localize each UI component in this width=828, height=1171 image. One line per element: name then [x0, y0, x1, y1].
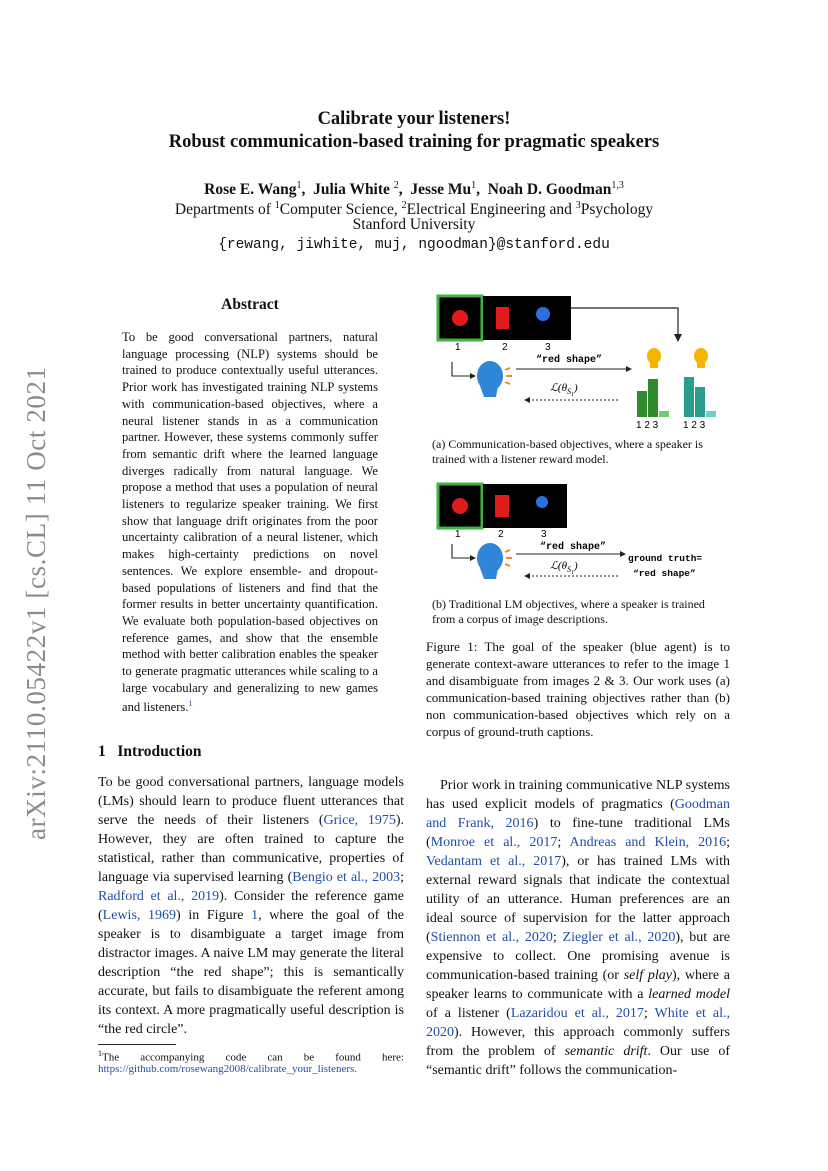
section-number: 1 [98, 743, 106, 760]
citation-link[interactable]: Bengio et al., 2003 [292, 870, 401, 885]
citation-link[interactable]: Lewis, 1969 [102, 908, 177, 923]
blue-circle-shape [536, 496, 548, 508]
arrow-head [524, 397, 530, 403]
citation-link[interactable]: White et al., 2020 [426, 1006, 730, 1040]
author-sup: 1 [296, 180, 302, 191]
citation-link[interactable]: 1 [251, 908, 259, 923]
ground-truth-label: ground truth= [628, 553, 703, 564]
body-text: ; [552, 930, 563, 945]
body-text: To be good conversational partners, language models (LMs) should learn to produce fluent utterances that serve the needs of their listeners ( [98, 775, 404, 828]
citation-link[interactable]: Ziegler et al., 2020 [562, 930, 676, 945]
footnote-mark: 1 [98, 1049, 102, 1058]
listener-distribution-bars [637, 377, 716, 417]
emphasis-text: semantic drift [564, 1044, 648, 1059]
abstract-heading: Abstract [221, 296, 279, 313]
body-text: ). However, they are often trained to capture the statistical, rather than communicative, properties of language via supervised learning ( [98, 813, 405, 885]
image-number: 2 [498, 529, 504, 540]
university: Stanford University [352, 216, 476, 233]
arrow-head [620, 551, 626, 557]
abstract-text: To be good conversational partners, natural language processing (NLP) systems should be trained to produce contextually useful utterances. Prior work has investigated training NLP systems with communication-based objectives, where a neural listener stands in as a communication partner. However, these systems commonly suffer from semantic drift where the learned language diverges radically from natural language. We propose a method that uses a population of neural listeners to regularize speaker training. We first show that language drift originates from the poor uncertainty calibration of a neural listener, which makes high-certainty predictions on novel sentences. We explore ensemble- and dropout-based populations of listeners and find that the former results in better uncertainty quantification. We evaluate both population-based objectives on reference games, and show that the ensemble method with better calibration enables the speaker to generate pragmatic utterances while scaling to a large vocabulary and generalizing to new games and listeners. [122, 330, 378, 715]
body-text: ) to fine-tune traditional LMs ( [426, 816, 730, 850]
body-text: ). Consider the reference game ( [98, 889, 404, 923]
affil-3: Psychology [580, 201, 654, 219]
citation-link[interactable]: Lazaridou et al., 2017 [510, 1006, 644, 1021]
abstract-body [122, 329, 378, 716]
body-text: ), or has trained LMs with external reward signals that indicate the contextual utility of an utterance. Human preferences are an ideal source of supervision for the latter approach ( [426, 854, 730, 945]
body-text: ; [726, 835, 731, 850]
arrow-head [470, 373, 476, 379]
speaker-agent-icon [477, 361, 512, 397]
probability-bar [648, 379, 658, 417]
author-name: Jesse Mu [410, 181, 472, 199]
affil-sup: 1 [274, 200, 280, 211]
intro-right-column [426, 776, 730, 1080]
footnote-rule [98, 1044, 176, 1045]
author-sup: 1 [471, 180, 477, 191]
probability-bar [659, 411, 669, 417]
author-name: Julia White [313, 181, 394, 199]
blue-circle-shape [536, 307, 550, 321]
footnote-url-link[interactable]: https://github.com/rosewang2008/calibrate_your_listeners. [98, 1063, 358, 1075]
lightbulb-icon [694, 348, 708, 368]
speaker-agent-icon [477, 543, 512, 579]
figure-1b [432, 478, 732, 588]
body-text: ; [557, 835, 570, 850]
author-name: Noah D. Goodman [487, 181, 612, 199]
figure-1a-caption: (a) Communication-based objectives, where a speaker is trained with a listener reward model. [432, 437, 703, 466]
image-number: 2 [502, 342, 508, 353]
author-sup: 2 [393, 180, 399, 191]
emphasis-text: self play [623, 968, 672, 983]
citation-link[interactable]: Monroe et al., 2017 [430, 835, 558, 850]
arrow-head [470, 555, 476, 561]
affil-sup: 2 [401, 200, 407, 211]
distractor-image [527, 296, 571, 340]
citation-link[interactable]: Stiennon et al., 2020 [430, 930, 553, 945]
body-text: ; [643, 1006, 655, 1021]
arrow-line [452, 544, 472, 558]
arxiv-stamp: arXiv:2110.05422v1 [cs.CL] 11 Oct 2021 [21, 366, 51, 840]
body-text: ), where a speaker learns to communicate with a [426, 968, 731, 1002]
citation-link[interactable]: Grice, 1975 [323, 813, 396, 828]
red-circle-shape [452, 310, 468, 326]
bar-labels: 1 2 3 [636, 420, 659, 431]
arrow-line [571, 308, 678, 338]
affil-sup: 3 [575, 200, 581, 211]
footnote-ref[interactable]: 1 [188, 699, 193, 709]
author-name: Rose E. Wang [204, 181, 297, 199]
author-list: Rose E. Wang$^1$, Julia White $^2$, Jesse Mu$^1$, Noah D. Goodman$^{1,3}$ [204, 180, 624, 199]
section-title: Introduction [117, 743, 202, 760]
citation-link[interactable]: Radford et al., 2019 [98, 889, 220, 904]
footnote-body: The accompanying code can be found here: [102, 1051, 404, 1064]
body-text: ). However, this approach commonly suffers from the problem of [426, 1025, 730, 1059]
distractor-image [527, 484, 567, 528]
body-text: ), but are expensive to collect. One promising avenue is communication-based training (or [426, 930, 730, 983]
ground-truth-value: “red shape” [633, 568, 696, 579]
affil-1: Computer Science, [279, 201, 402, 219]
red-circle-shape [452, 498, 468, 514]
bar-labels: 1 2 3 [683, 420, 706, 431]
arrow-head [524, 573, 530, 579]
citation-link[interactable]: Goodman and Frank, 2016 [426, 797, 730, 831]
affil-2: Electrical Engineering and [406, 201, 576, 219]
image-number: 3 [545, 342, 551, 353]
figure-1-caption: Figure 1: The goal of the speaker (blue agent) is to generate context-aware utterances to refer to the image 1 and disambiguate from images 2 & 3. Our work uses (a) communication-based training objectives rather than (b) non communication-based objectives which rely on a corpus of ground-truth captions. [426, 639, 730, 739]
citation-link[interactable]: Andreas and Klein, 2016 [569, 835, 727, 850]
body-text: , where the goal of the speaker is to disambiguate a target image from distractor images. A naive LM may generate the literal description “the red shape”; this is semantically accurate, but fails to disambiguate the referent among its context. A more pragmatically useful description is “the red circle”. [98, 908, 404, 1037]
body-text: ) in Figure [176, 908, 252, 923]
paper-title-line-1: Calibrate your listeners! [317, 109, 511, 129]
paper-title-line-2: Robust communication-based training for pragmatic speakers [168, 132, 660, 152]
figure-1b-caption: (b) Traditional LM objectives, where a speaker is trained from a corpus of image descriptions. [432, 597, 705, 626]
image-number: 1 [455, 529, 461, 540]
author-sup: 1,3 [611, 180, 624, 191]
emphasis-text: learned model [648, 987, 730, 1002]
utterance-text: “red shape” [536, 355, 603, 366]
intro-left-column [98, 773, 404, 1039]
arrow-head [674, 334, 682, 342]
probability-bar [637, 391, 647, 417]
body-text: of a listener ( [426, 1006, 511, 1021]
red-square-shape [496, 307, 509, 329]
probability-bar [695, 387, 705, 417]
red-square-shape [495, 495, 509, 517]
body-text: Prior work in training communicative NLP systems has used explicit models of pragmatics ( [426, 778, 730, 812]
image-number: 3 [541, 529, 547, 540]
body-text: . Our use of “semantic drift” follows the communication- [426, 1044, 730, 1078]
body-text: ; [400, 870, 404, 885]
utterance-text: “red shape” [540, 542, 607, 553]
loss-label: $ℒ(\theta_S1)$ [550, 560, 578, 576]
lightbulb-icon [647, 348, 661, 368]
figure-1a [432, 290, 732, 432]
image-number: 1 [455, 342, 461, 353]
arrow-head [626, 366, 632, 372]
author-emails: {rewang, jiwhite, muj, ngoodman}@stanford.edu [218, 237, 610, 253]
loss-label: $ℒ(\theta_S1)$ [550, 382, 578, 398]
affil-prefix: Departments of [174, 201, 275, 219]
arrow-line [452, 362, 472, 376]
citation-link[interactable]: Vedantam et al., 2017 [426, 854, 562, 869]
probability-bar [706, 411, 716, 417]
section-heading-introduction [98, 743, 202, 761]
probability-bar [684, 377, 694, 417]
